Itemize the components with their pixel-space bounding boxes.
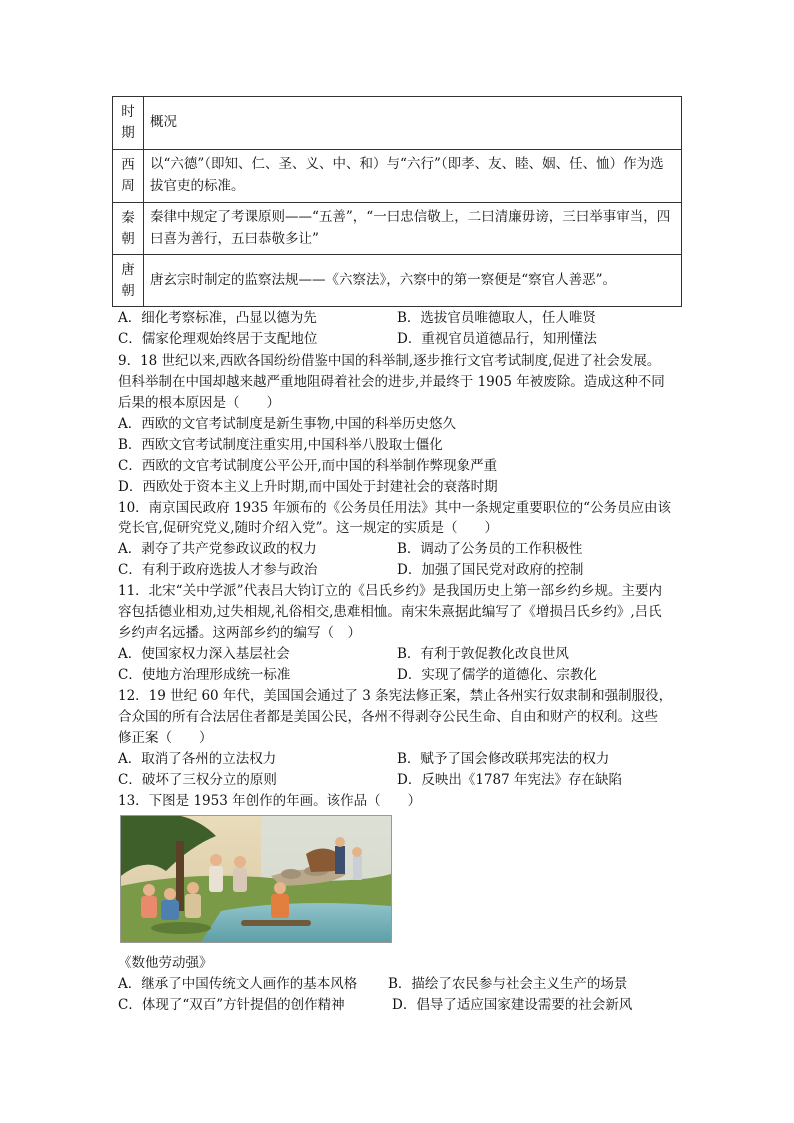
q8-option-d[interactable]: D．重视官员道德品行，知刑懂法 [397,331,597,347]
table-cell-period: 秦朝 [113,203,144,255]
q10-option-c[interactable]: C．有利于政府选拔人才参与政治 [118,562,318,578]
q11-option-d[interactable]: D．实现了儒学的道德化、宗教化 [397,667,597,683]
table-header-period: 时期 [113,97,144,150]
table-cell-period: 唐朝 [113,255,144,307]
table-cell-summary: 秦律中规定了考课原则——“五善”，“一曰忠信敬上，二曰清廉毋谤，三曰举事审当，四曰喜为善行，五曰恭敬多让” [144,203,682,255]
q12-option-b[interactable]: B．赋予了国会修改联邦宪法的权力 [397,751,610,767]
q9-option-b[interactable]: B．西欧文官考试制度注重实用,中国科举八股取士僵化 [118,437,443,453]
q9-stem-line: 但科举制在中国却越来越严重地阻碍着社会的进步,并最终于 1905 年被废除。造成这种不同 [118,374,665,390]
new-year-painting [120,815,392,943]
q10-option-b[interactable]: B．调动了公务员的工作积极性 [397,541,583,557]
q13-stem: 13．下图是 1953 年创作的年画。该作品（ ） [118,793,422,809]
table-header-row [113,97,682,150]
q10-option-a[interactable]: A．剥夺了共产党参政议政的权力 [118,541,317,557]
table-cell-period: 西周 [113,150,144,203]
q9-stem-line: 9．18 世纪以来,西欧各国纷纷借鉴中国的科举制,逐步推行文官考试制度,促进了社会发展。 [118,353,661,369]
history-table [112,96,682,307]
q10-stem-line: 10．南京国民政府 1935 年颁布的《公务员任用法》其中一条规定重要职位的“公务员应由该 [118,500,672,516]
q12-stem-line: 合众国的所有合法居住者都是美国公民，各州不得剥夺公民生命、自由和财产的权利。这些 [118,709,658,725]
q12-option-d[interactable]: D．反映出《1787 年宪法》存在缺陷 [397,772,622,788]
q8-option-b[interactable]: B．选拔官员唯德取人，任人唯贤 [397,310,596,326]
q12-stem-line: 12．19 世纪 60 年代，美国国会通过了 3 条宪法修正案，禁止各州实行奴隶制和强制服役， [118,688,673,704]
q10-option-d[interactable]: D．加强了国民党对政府的控制 [397,562,584,578]
table-cell-summary: 以“六德”（即知、仁、圣、义、中、和）与“六行”（即孝、友、睦、姻、任、恤）作为选拔官吏的标准。 [144,150,682,203]
q11-stem-line: 容包括德业相劝,过失相规,礼俗相交,患难相恤。南宋朱熹据此编写了《增损吕氏乡约》,吕氏 [118,604,662,620]
q13-option-b[interactable]: B．描绘了农民参与社会主义生产的场景 [388,976,628,992]
table-row [113,150,682,203]
q11-stem-line: 11．北宋“关中学派”代表吕大钧订立的《吕氏乡约》是我国历史上第一部乡约乡规。主要内 [118,583,662,599]
painting-illustration [121,816,391,942]
q9-stem-line: 后果的根本原因是（ ） [118,395,280,411]
q12-option-c[interactable]: C．破坏了三权分立的原则 [118,772,277,788]
q11-option-c[interactable]: C．使地方治理形成统一标准 [118,667,291,683]
q9-option-d[interactable]: D．西欧处于资本主义上升时期,而中国处于封建社会的衰落时期 [118,479,498,495]
painting-caption: 《数他劳动强》 [118,955,213,971]
q12-stem-line: 修正案（ ） [118,730,213,746]
q11-option-b[interactable]: B．有利于敦促教化改良世风 [397,646,569,662]
q10-stem-line: 党长官,促研究党义,随时介绍入党”。这一规定的实质是（ ） [118,520,498,536]
q11-option-a[interactable]: A．使国家权力深入基层社会 [118,646,290,662]
q8-option-c[interactable]: C．儒家伦理观始终居于支配地位 [118,331,318,347]
q8-option-a[interactable]: A．细化考察标准，凸显以德为先 [118,310,317,326]
table-cell-summary: 唐玄宗时制定的监察法规——《六察法》，六察中的第一察便是“察官人善恶”。 [144,255,682,307]
q13-option-d[interactable]: D．倡导了适应国家建设需要的社会新风 [392,997,633,1013]
q13-option-c[interactable]: C．体现了“双百”方针提倡的创作精神 [118,997,345,1013]
q12-option-a[interactable]: A．取消了各州的立法权力 [118,751,277,767]
q9-option-c[interactable]: C．西欧的文官考试制度公平公开,而中国的科举制作弊现象严重 [118,458,498,474]
q11-stem-line: 乡约声名远播。这两部乡约的编写（ ） [118,625,361,641]
q9-option-a[interactable]: A．西欧的文官考试制度是新生事物,中国的科举历史悠久 [118,416,457,432]
table-row [113,255,682,307]
table-header-summary: 概况 [144,97,682,150]
table-row [113,203,682,255]
q13-option-a[interactable]: A．继承了中国传统文人画作的基本风格 [118,976,358,992]
